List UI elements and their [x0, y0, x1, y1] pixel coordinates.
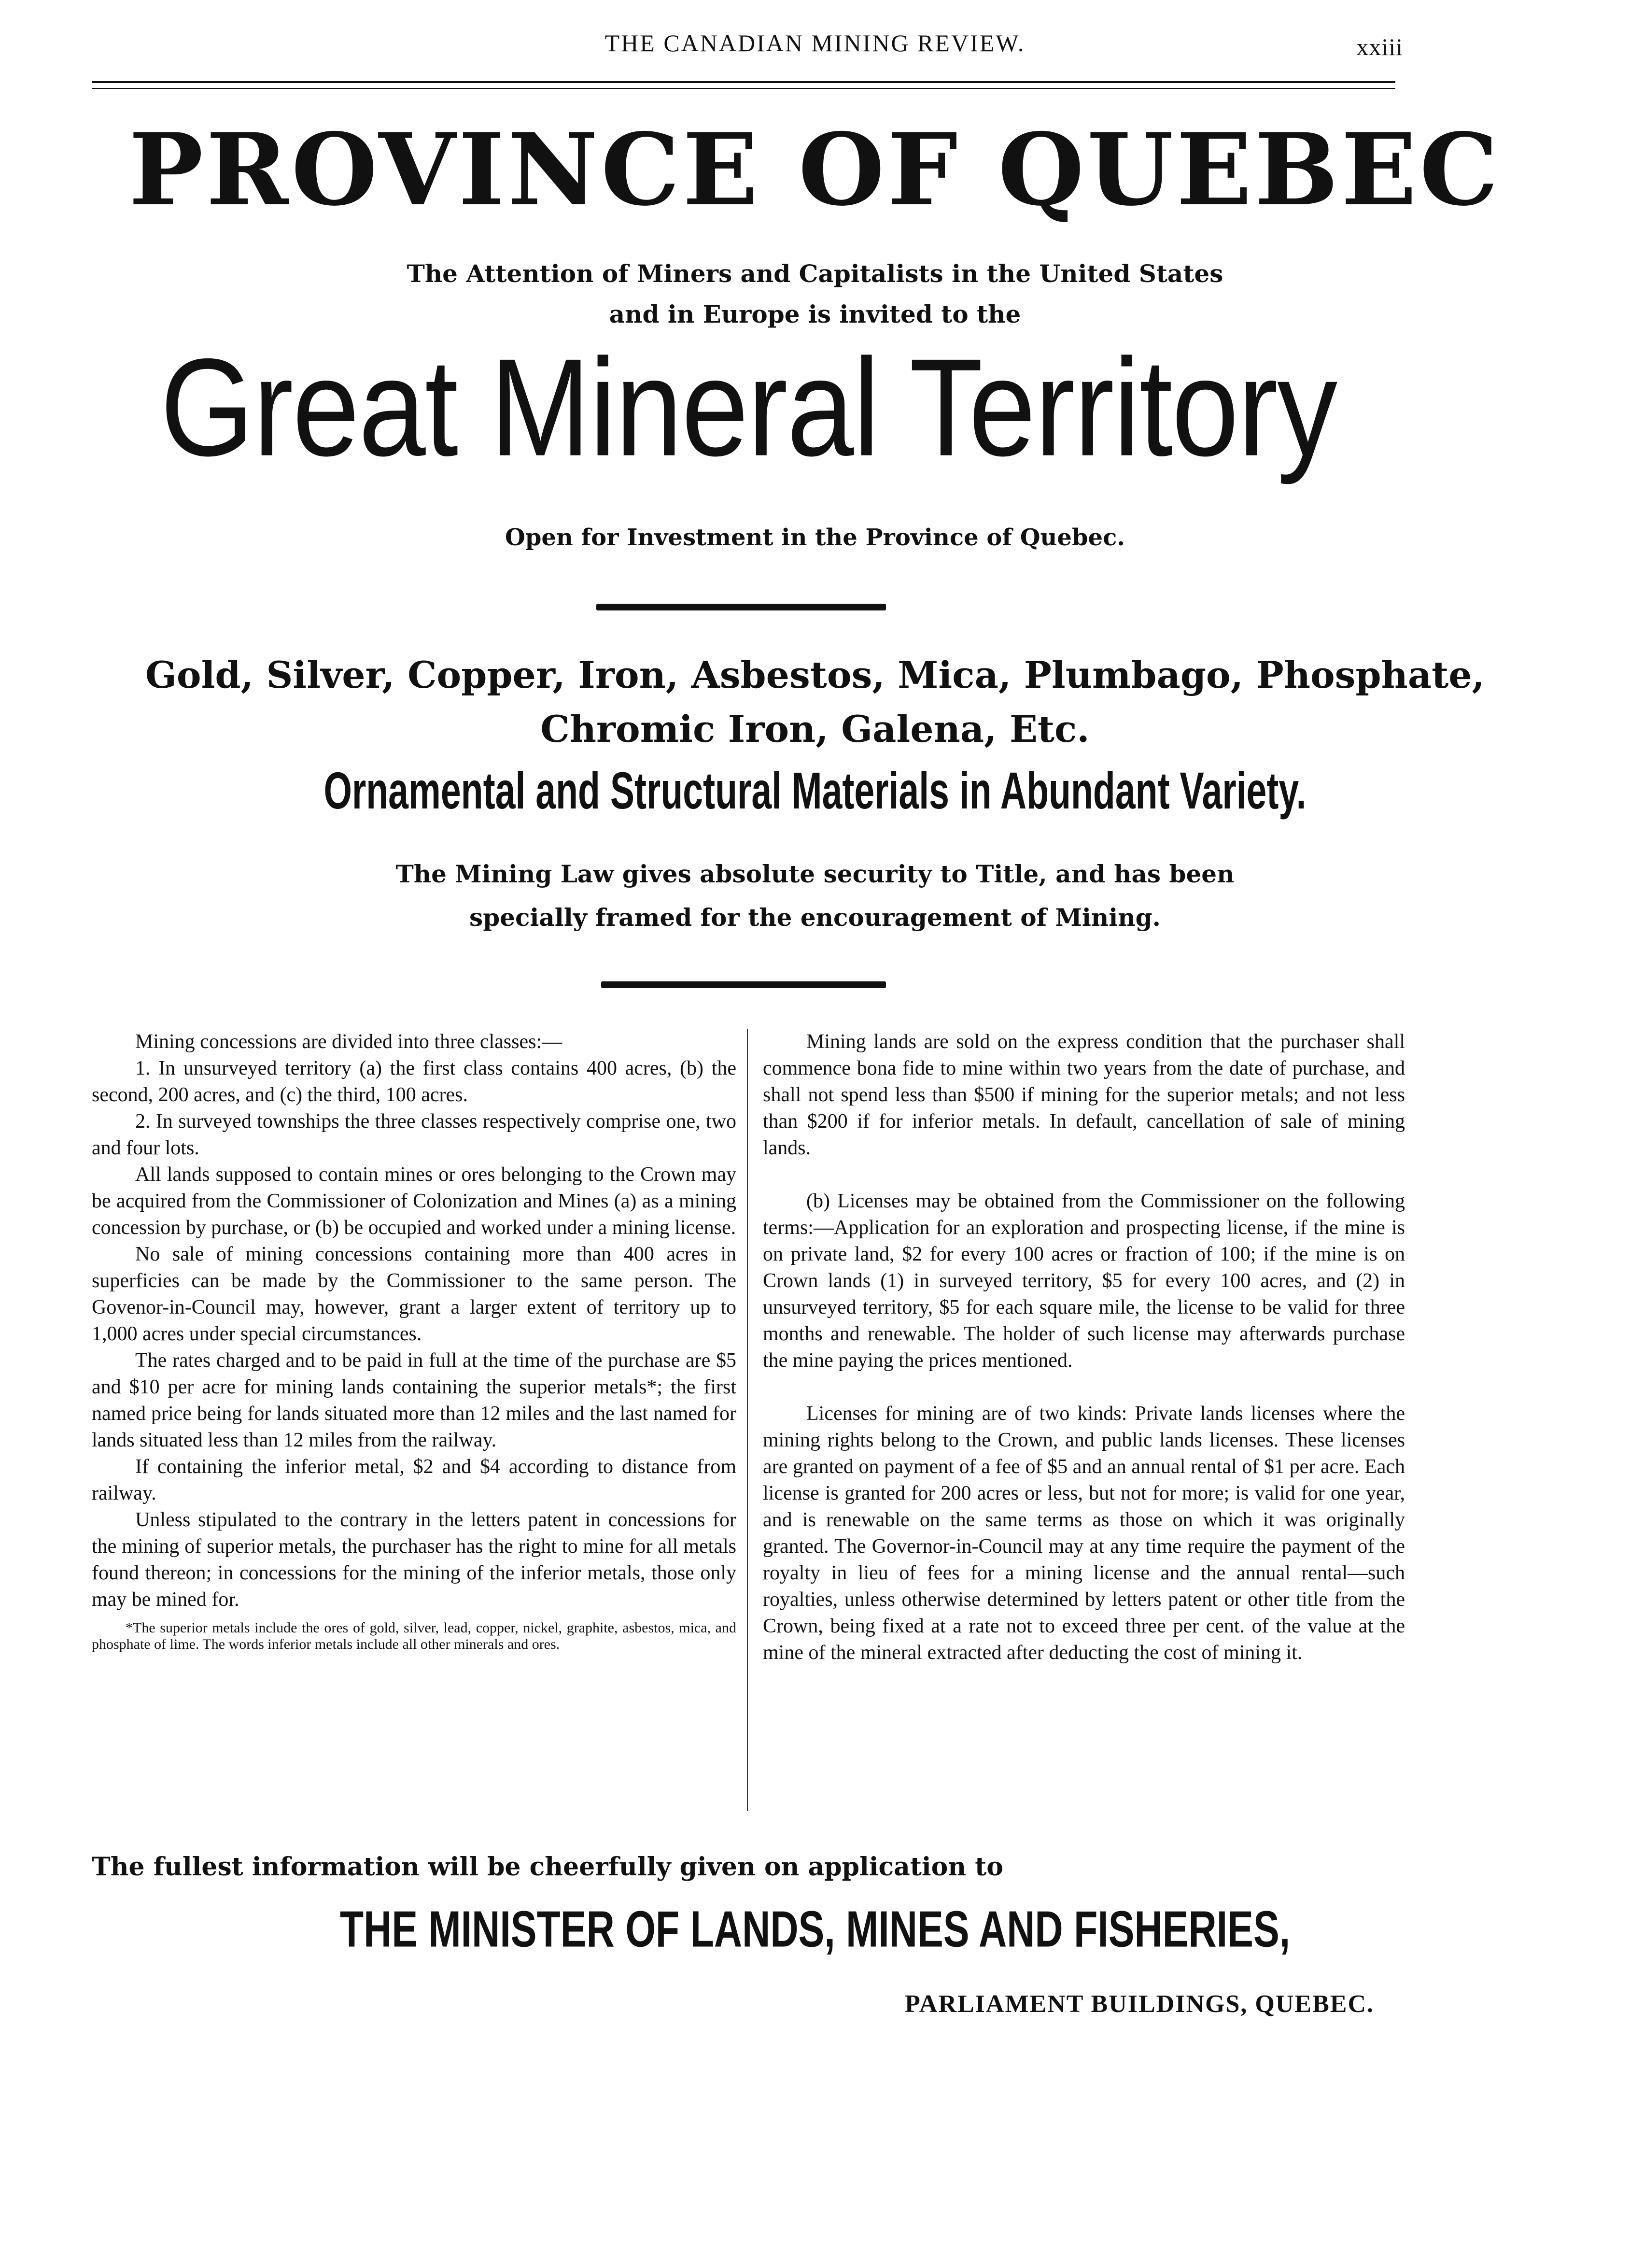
paragraph: Licenses for mining are of two kinds: Private lands licenses where the mining rights belong to the Crown, and public lands licenses. These licenses are granted on payment of a fee of $5 and an annual rental of $1 per acre. Each license is granted for 200 acres or less, but not for more; is valid for one year, and is renewable on the same terms as those on which it was originally granted. The Governor-in-Council may at any time require the payment of the royalty in lieu of fees for a mining license and the annual rental—such royalties, unless otherwise determined by letters patent or other title from the Crown, being fixed at a rate not to exceed three per cent. of the value at the mine of the mineral extracted after deducting the cost of mining it.: [763, 1403, 1405, 1664]
footnote: *The superior metals include the ores of gold, silver, lead, copper, nickel, graphite, asbestos, mica, and phosphate of lime. The words inferior metals include all other minerals and ores.: [92, 1620, 736, 1652]
investment-line: Open for Investment in the Province of Quebec.: [505, 524, 1125, 551]
ornamental-materials: Ornamental and Structural Materials in Abundant Variety.: [323, 761, 1307, 820]
paragraph: 2. In surveyed townships the three classes respectively comprise one, two and four lots.: [92, 1110, 736, 1159]
journal-title: THE CANADIAN MINING REVIEW.: [604, 29, 1026, 57]
headline: PROVINCE OF QUEBEC: [128, 112, 1502, 228]
right-column: [763, 1029, 1405, 1666]
paragraph: Mining lands are sold on the express condition that the purchaser shall commence bona fide to mine within two years from the date of purchase, and shall not spend less than $500 if mining for the superior metals; and not less than $200 if for inferior metals. In default, cancellation of sale of mining lands.: [763, 1031, 1405, 1159]
column-divider: [747, 1029, 748, 1811]
paragraph: (b) Licenses may be obtained from the Commissioner on the following terms:—Application for an exploration and prospecting license, if the mine is on private land, $2 for every 100 acres or fraction of 100; if the mine is on Crown lands (1) in surveyed territory, $5 for every 100 acres, and (2) in unsurveyed territory, $5 for each square mile, the license to be valid for three months and renewable. The holder of such license may afterwards purchase the mine paying the prices mentioned.: [763, 1190, 1405, 1372]
application-note: The fullest information will be cheerfully given on application to: [92, 1852, 1003, 1882]
intro-text: [0, 254, 1630, 335]
paragraph: Unless stipulated to the contrary in the letters patent in concessions for the mining of superior metals, the purchaser has the right to mine for all metals found thereon; in concessions for the mining of the inferior metals, those only may be mined for.: [92, 1509, 736, 1611]
intro-line-1: The Attention of Miners and Capitalists in the United States: [407, 259, 1223, 288]
divider-bar: [596, 604, 886, 610]
address: PARLIAMENT BUILDINGS, QUEBEC.: [904, 1990, 1374, 2018]
intro-line-2: and in Europe is invited to the: [609, 300, 1021, 328]
paragraph: No sale of mining concessions containing more than 400 acres in superficies can be made by the Commissioner to the same person. The Govenor-in-Council may, however, grant a larger extent of territory up to 1,000 acres under special circumstances.: [92, 1243, 736, 1345]
minerals-list: [0, 648, 1630, 756]
mining-law-line-1: The Mining Law gives absolute security to Title, and has been: [395, 860, 1235, 888]
page-number: xxiii: [1356, 33, 1403, 60]
territory-title: Great Mineral Territory: [160, 329, 1337, 485]
paragraph: If containing the inferior metal, $2 and $4 according to distance from railway.: [92, 1456, 736, 1504]
header-rule: [92, 81, 1395, 89]
paragraph: The rates charged and to be paid in full at the time of the purchase are $5 and $10 per acre for mining lands containing the superior metals*; the first named price being for lands situated more than 12 miles and the last named for lands situated less than 12 miles from the railway.: [92, 1349, 736, 1451]
paragraph: 1. In unsurveyed territory (a) the first class contains 400 acres, (b) the second, 200 acres, and (c) the third, 100 acres.: [92, 1057, 736, 1106]
paragraph: Mining concessions are divided into three classes:—: [135, 1031, 562, 1053]
mining-law-line-2: specially framed for the encouragement of Mining.: [469, 903, 1161, 932]
left-column: [92, 1029, 736, 1653]
running-header: [0, 29, 1630, 63]
paragraph: All lands supposed to contain mines or ores belonging to the Crown may be acquired from the Commissioner of Colonization and Mines (a) as a mining concession by purchase, or (b) be occupied and worked under a mining license.: [92, 1163, 736, 1239]
divider-bar: [601, 981, 886, 988]
minister-title: THE MINISTER OF LANDS, MINES AND FISHERIES,: [339, 1901, 1291, 1958]
minerals-line-2: Chromic Iron, Galena, Etc.: [540, 708, 1090, 751]
mining-law-text: [0, 852, 1630, 939]
minerals-line-1: Gold, Silver, Copper, Iron, Asbestos, Mica, Plumbago, Phosphate,: [145, 653, 1485, 696]
